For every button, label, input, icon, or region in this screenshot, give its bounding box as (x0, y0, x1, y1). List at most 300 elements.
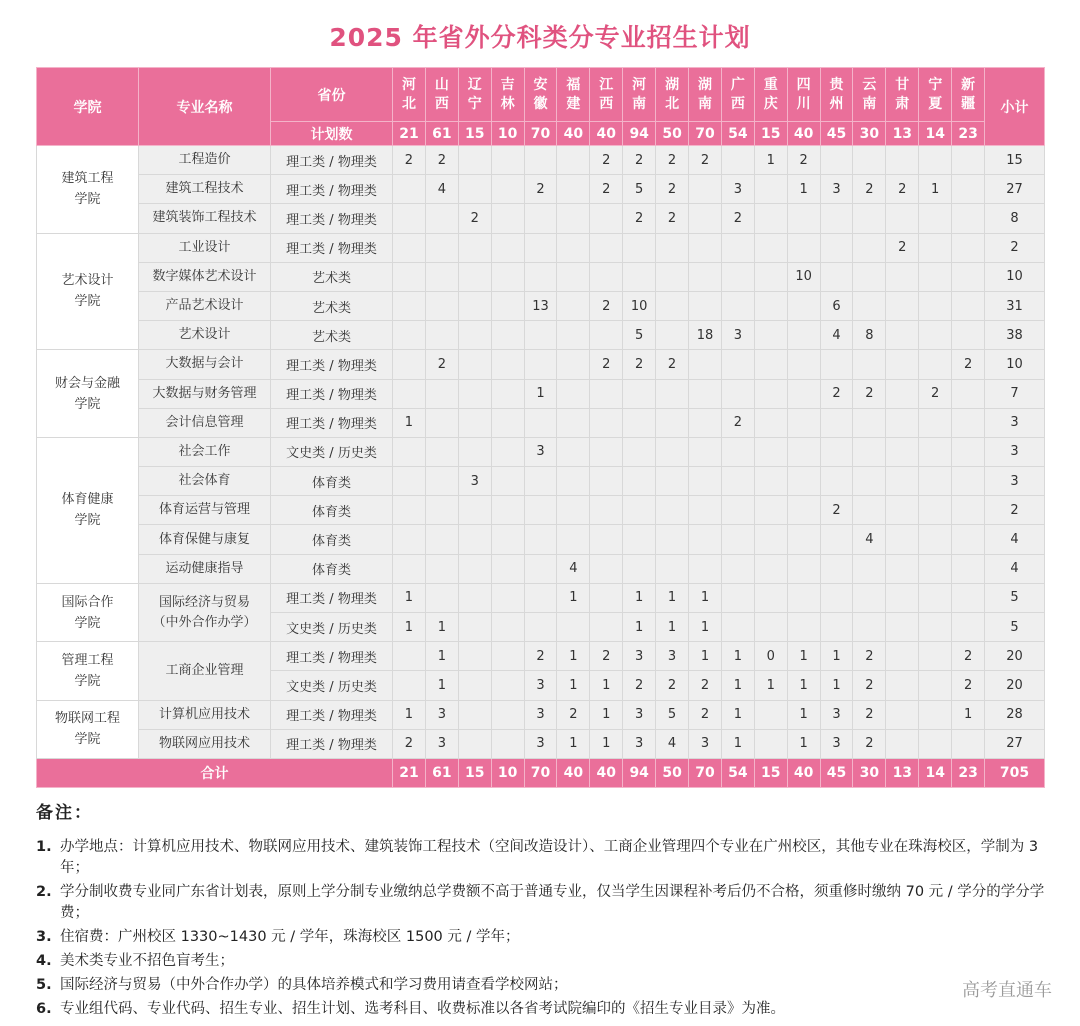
quota-cell (952, 379, 985, 408)
quota-cell (590, 233, 623, 262)
quota-cell (425, 554, 458, 583)
quota-cell (820, 437, 853, 466)
total-value: 40 (787, 758, 820, 787)
quota-cell: 2 (952, 671, 985, 700)
row-subtotal: 5 (985, 613, 1045, 642)
quota-cell: 2 (557, 700, 590, 729)
quota-cell: 1 (689, 583, 722, 612)
quota-cell (458, 175, 491, 204)
note-number: 3. (36, 929, 52, 945)
total-value: 15 (458, 758, 491, 787)
note-text: 学分制收费专业同广东省计划表，原则上学分制专业缴纳总学费额不高于普通专业，仅当学生因课程补考后仍不合格，须重修时缴纳 70 元 / 学分的学分学费； (60, 884, 1045, 921)
quota-cell (491, 671, 524, 700)
quota-cell: 2 (721, 408, 754, 437)
quota-cell (557, 525, 590, 554)
quota-cell: 3 (820, 700, 853, 729)
college-header: 学院 (37, 68, 139, 146)
major-cell: 大数据与会计 (139, 350, 271, 379)
province-header: 山 西 (425, 68, 458, 122)
quota-cell (491, 583, 524, 612)
quota-cell (787, 291, 820, 320)
major-cell: 社会体育 (139, 467, 271, 496)
plan-count: 45 (820, 122, 853, 146)
quota-cell (886, 291, 919, 320)
note-item (36, 927, 1056, 948)
quota-cell (491, 262, 524, 291)
table-row (37, 350, 1045, 379)
quota-cell (393, 321, 426, 350)
quota-cell: 1 (787, 671, 820, 700)
quota-cell: 1 (787, 700, 820, 729)
quota-cell (919, 262, 952, 291)
quota-cell (524, 613, 557, 642)
quota-cell (656, 496, 689, 525)
quota-cell (393, 554, 426, 583)
quota-cell (524, 408, 557, 437)
quota-cell (557, 613, 590, 642)
quota-cell (425, 525, 458, 554)
quota-cell (754, 525, 787, 554)
quota-cell (458, 729, 491, 758)
quota-cell (919, 613, 952, 642)
quota-cell (853, 496, 886, 525)
quota-cell (886, 613, 919, 642)
quota-cell (886, 262, 919, 291)
quota-cell (491, 291, 524, 320)
quota-cell (689, 262, 722, 291)
quota-cell (656, 437, 689, 466)
quota-cell (623, 525, 656, 554)
quota-cell (557, 496, 590, 525)
quota-cell (919, 642, 952, 671)
quota-cell (491, 408, 524, 437)
quota-cell (919, 467, 952, 496)
quota-cell (557, 437, 590, 466)
quota-cell (689, 496, 722, 525)
quota-cell: 1 (656, 583, 689, 612)
quota-cell: 1 (721, 671, 754, 700)
quota-cell (557, 350, 590, 379)
total-label: 合计 (37, 758, 393, 787)
quota-cell: 4 (557, 554, 590, 583)
quota-cell: 1 (425, 613, 458, 642)
quota-cell (590, 437, 623, 466)
quota-cell (919, 408, 952, 437)
row-subtotal: 10 (985, 262, 1045, 291)
quota-cell (853, 467, 886, 496)
subject-category: 理工类 / 物理类 (271, 146, 393, 175)
quota-cell (524, 350, 557, 379)
plan-count: 10 (491, 122, 524, 146)
quota-cell (853, 146, 886, 175)
quota-cell: 2 (458, 204, 491, 233)
quota-cell (919, 525, 952, 554)
total-row (37, 758, 1045, 787)
quota-cell (623, 467, 656, 496)
province-header: 湖 北 (656, 68, 689, 122)
quota-cell (919, 233, 952, 262)
quota-cell (721, 233, 754, 262)
quota-cell (393, 467, 426, 496)
grand-total: 705 (985, 758, 1045, 787)
major-cell: 艺术设计 (139, 321, 271, 350)
province-header: 四 川 (787, 68, 820, 122)
quota-cell (919, 729, 952, 758)
plan-count: 70 (524, 122, 557, 146)
quota-cell (458, 233, 491, 262)
quota-cell (721, 467, 754, 496)
quota-cell (820, 146, 853, 175)
quota-cell (393, 525, 426, 554)
quota-cell: 1 (590, 671, 623, 700)
quota-cell: 2 (524, 642, 557, 671)
subject-category: 文史类 / 历史类 (271, 671, 393, 700)
quota-cell (952, 554, 985, 583)
quota-cell: 10 (623, 291, 656, 320)
quota-cell (689, 408, 722, 437)
quota-cell: 8 (853, 321, 886, 350)
row-subtotal: 27 (985, 175, 1045, 204)
row-subtotal: 3 (985, 408, 1045, 437)
quota-cell (524, 496, 557, 525)
quota-cell (393, 671, 426, 700)
quota-cell (886, 204, 919, 233)
quota-cell: 3 (623, 642, 656, 671)
table-row (37, 437, 1045, 466)
quota-cell (458, 700, 491, 729)
quota-cell (656, 554, 689, 583)
quota-cell (524, 583, 557, 612)
quota-cell: 5 (623, 175, 656, 204)
quota-cell (721, 496, 754, 525)
quota-cell (656, 467, 689, 496)
quota-cell: 1 (952, 700, 985, 729)
table-row (37, 408, 1045, 437)
quota-cell: 1 (557, 642, 590, 671)
quota-cell (787, 467, 820, 496)
major-header: 专业名称 (139, 68, 271, 146)
quota-cell: 1 (393, 408, 426, 437)
quota-cell (952, 291, 985, 320)
quota-cell (754, 204, 787, 233)
row-subtotal: 3 (985, 467, 1045, 496)
quota-cell: 2 (425, 146, 458, 175)
total-value: 40 (557, 758, 590, 787)
quota-cell (886, 583, 919, 612)
quota-cell (721, 262, 754, 291)
quota-cell (952, 204, 985, 233)
quota-cell: 2 (853, 642, 886, 671)
quota-cell (491, 437, 524, 466)
quota-cell (491, 350, 524, 379)
quota-cell (787, 437, 820, 466)
quota-cell (491, 496, 524, 525)
quota-cell (721, 379, 754, 408)
plan-count: 61 (425, 122, 458, 146)
quota-cell: 3 (623, 700, 656, 729)
quota-cell: 2 (590, 175, 623, 204)
plan-count: 54 (721, 122, 754, 146)
college-cell: 艺术设计 学院 (37, 233, 139, 350)
quota-cell (853, 437, 886, 466)
quota-cell: 5 (623, 321, 656, 350)
major-cell: 物联网应用技术 (139, 729, 271, 758)
quota-cell: 4 (425, 175, 458, 204)
quota-cell (491, 321, 524, 350)
quota-cell (886, 671, 919, 700)
province-header: 贵 州 (820, 68, 853, 122)
plan-count: 70 (689, 122, 722, 146)
quota-cell (524, 525, 557, 554)
quota-cell (919, 146, 952, 175)
quota-cell (689, 291, 722, 320)
quota-cell (754, 437, 787, 466)
quota-cell (623, 496, 656, 525)
quota-cell: 1 (820, 642, 853, 671)
quota-cell (754, 321, 787, 350)
row-subtotal: 15 (985, 146, 1045, 175)
quota-cell (425, 496, 458, 525)
quota-cell: 3 (820, 175, 853, 204)
college-cell: 物联网工程 学院 (37, 700, 139, 758)
quota-cell: 2 (689, 671, 722, 700)
quota-cell (820, 583, 853, 612)
table-row (37, 583, 1045, 612)
quota-cell: 2 (820, 379, 853, 408)
quota-cell: 2 (623, 146, 656, 175)
quota-cell (557, 408, 590, 437)
quota-cell (524, 467, 557, 496)
plan-count: 40 (787, 122, 820, 146)
quota-cell: 1 (524, 379, 557, 408)
row-subtotal: 3 (985, 437, 1045, 466)
quota-cell (623, 233, 656, 262)
province-header: 安 徽 (524, 68, 557, 122)
note-text: 美术类专业不招色盲考生； (60, 953, 234, 969)
quota-cell (623, 408, 656, 437)
total-value: 70 (524, 758, 557, 787)
quota-cell (524, 262, 557, 291)
quota-cell (656, 262, 689, 291)
quota-cell (491, 613, 524, 642)
table-row (37, 496, 1045, 525)
quota-cell (952, 583, 985, 612)
quota-cell (787, 554, 820, 583)
quota-cell (952, 175, 985, 204)
province-label: 省份 (271, 68, 393, 122)
quota-cell (491, 554, 524, 583)
quota-cell (787, 350, 820, 379)
subject-category: 理工类 / 物理类 (271, 583, 393, 612)
quota-cell (425, 204, 458, 233)
enrollment-plan-table (36, 67, 1045, 788)
subject-category: 艺术类 (271, 291, 393, 320)
table-row (37, 729, 1045, 758)
quota-cell: 4 (656, 729, 689, 758)
table-row (37, 146, 1045, 175)
total-value: 14 (919, 758, 952, 787)
quota-cell (425, 262, 458, 291)
row-subtotal: 2 (985, 233, 1045, 262)
quota-cell (393, 437, 426, 466)
quota-cell (689, 233, 722, 262)
total-value: 21 (393, 758, 426, 787)
quota-cell (458, 350, 491, 379)
quota-cell (952, 146, 985, 175)
quota-cell: 1 (623, 613, 656, 642)
quota-cell: 10 (787, 262, 820, 291)
major-cell: 工商企业管理 (139, 642, 271, 700)
watermark: 高考直通车 (962, 980, 1052, 1001)
quota-cell: 3 (425, 729, 458, 758)
quota-cell (853, 291, 886, 320)
quota-cell: 2 (853, 379, 886, 408)
quota-cell (689, 350, 722, 379)
quota-cell (590, 204, 623, 233)
row-subtotal: 8 (985, 204, 1045, 233)
subject-category: 文史类 / 历史类 (271, 613, 393, 642)
quota-cell (787, 379, 820, 408)
quota-cell (820, 233, 853, 262)
quota-cell: 4 (853, 525, 886, 554)
subject-category: 理工类 / 物理类 (271, 408, 393, 437)
quota-cell (952, 525, 985, 554)
table-row (37, 525, 1045, 554)
quota-cell (820, 204, 853, 233)
province-header: 重 庆 (754, 68, 787, 122)
quota-cell (656, 233, 689, 262)
quota-cell (886, 321, 919, 350)
quota-cell (524, 321, 557, 350)
quota-cell: 2 (590, 642, 623, 671)
quota-cell: 3 (656, 642, 689, 671)
quota-cell: 3 (524, 671, 557, 700)
quota-cell (754, 700, 787, 729)
subject-category: 艺术类 (271, 262, 393, 291)
quota-cell (820, 350, 853, 379)
quota-cell: 1 (393, 583, 426, 612)
quota-cell (557, 321, 590, 350)
quota-cell (623, 554, 656, 583)
quota-cell: 1 (721, 642, 754, 671)
quota-cell (754, 729, 787, 758)
quota-cell (656, 525, 689, 554)
quota-cell: 1 (721, 700, 754, 729)
total-value: 61 (425, 758, 458, 787)
major-cell: 工程造价 (139, 146, 271, 175)
college-cell: 财会与金融 学院 (37, 350, 139, 438)
quota-cell: 1 (689, 642, 722, 671)
quota-cell (754, 379, 787, 408)
subject-category: 文史类 / 历史类 (271, 437, 393, 466)
quota-cell: 1 (787, 175, 820, 204)
note-item (36, 882, 1056, 924)
table-row (37, 262, 1045, 291)
quota-cell: 1 (689, 613, 722, 642)
quota-cell (952, 467, 985, 496)
quota-cell (886, 642, 919, 671)
quota-cell (557, 233, 590, 262)
row-subtotal: 27 (985, 729, 1045, 758)
quota-cell (689, 379, 722, 408)
quota-cell (919, 583, 952, 612)
quota-cell (754, 467, 787, 496)
quota-cell: 1 (393, 613, 426, 642)
quota-cell (689, 204, 722, 233)
subject-category: 理工类 / 物理类 (271, 642, 393, 671)
plan-count: 30 (853, 122, 886, 146)
quota-cell: 2 (853, 175, 886, 204)
quota-cell (820, 467, 853, 496)
quota-cell: 2 (689, 146, 722, 175)
quota-cell (787, 525, 820, 554)
quota-cell (524, 204, 557, 233)
quota-cell: 1 (656, 613, 689, 642)
quota-cell (919, 291, 952, 320)
quota-cell (458, 583, 491, 612)
major-cell: 体育保健与康复 (139, 525, 271, 554)
quota-cell (458, 437, 491, 466)
college-cell: 管理工程 学院 (37, 642, 139, 700)
note-text: 专业组代码、专业代码、招生专业、招生计划、选考科目、收费标准以各省考试院编印的《招生专业目录》为准。 (60, 1001, 785, 1017)
total-value: 45 (820, 758, 853, 787)
quota-cell (754, 554, 787, 583)
quota-cell: 2 (656, 350, 689, 379)
quota-cell: 1 (557, 583, 590, 612)
subject-category: 理工类 / 物理类 (271, 175, 393, 204)
quota-cell: 1 (623, 583, 656, 612)
quota-cell (623, 379, 656, 408)
province-header: 湖 南 (689, 68, 722, 122)
quota-cell (425, 379, 458, 408)
quota-cell (557, 262, 590, 291)
quota-cell (886, 496, 919, 525)
quota-cell (787, 613, 820, 642)
quota-cell: 2 (393, 729, 426, 758)
quota-cell (853, 408, 886, 437)
note-item (36, 837, 1056, 879)
quota-cell: 6 (820, 291, 853, 320)
plan-count: 40 (590, 122, 623, 146)
table-row (37, 321, 1045, 350)
major-cell: 体育运营与管理 (139, 496, 271, 525)
quota-cell (721, 525, 754, 554)
quota-cell (656, 379, 689, 408)
quota-cell (919, 700, 952, 729)
quota-cell (721, 554, 754, 583)
quota-cell: 1 (393, 700, 426, 729)
quota-cell (787, 204, 820, 233)
subject-category: 艺术类 (271, 321, 393, 350)
note-text: 国际经济与贸易（中外合作办学）的具体培养模式和学习费用请查看学校网站； (60, 977, 568, 993)
quota-cell (491, 700, 524, 729)
quota-cell (919, 496, 952, 525)
quota-cell (754, 613, 787, 642)
quota-cell (491, 175, 524, 204)
quota-cell (820, 408, 853, 437)
quota-cell (491, 379, 524, 408)
subject-category: 体育类 (271, 467, 393, 496)
quota-cell: 3 (623, 729, 656, 758)
note-number: 4. (36, 953, 52, 969)
quota-cell: 2 (656, 204, 689, 233)
quota-cell (689, 467, 722, 496)
quota-cell (754, 350, 787, 379)
quota-cell: 1 (425, 642, 458, 671)
quota-cell (393, 233, 426, 262)
plan-count: 94 (623, 122, 656, 146)
page-title: 2025 年省外分科类分专业招生计划 (329, 23, 751, 52)
